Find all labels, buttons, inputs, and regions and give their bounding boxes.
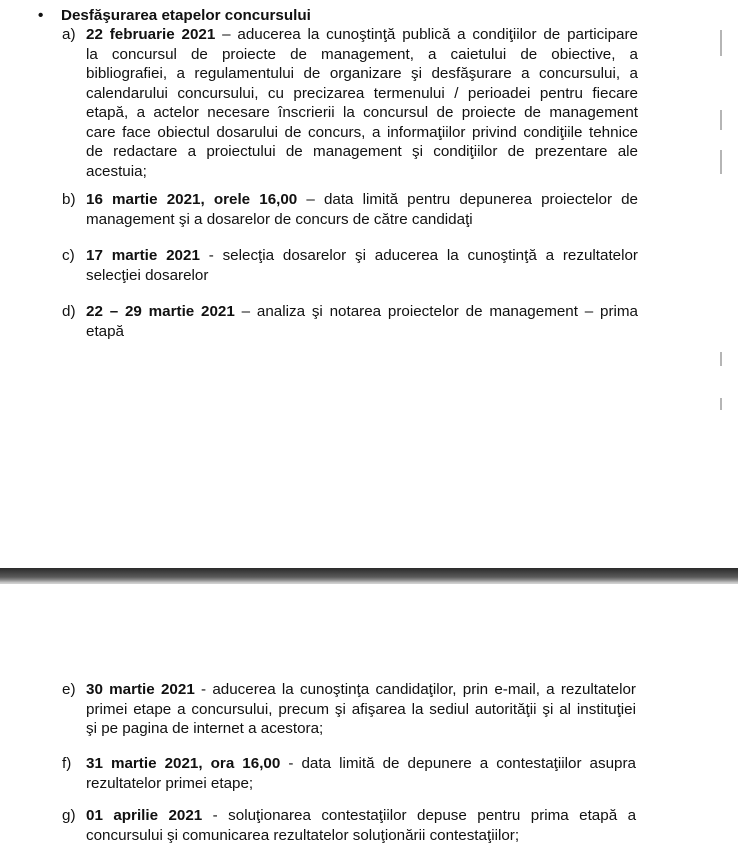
- item-date: 01 aprilie 2021: [86, 807, 203, 824]
- item-letter: b): [62, 191, 76, 208]
- section-heading: [38, 6, 311, 26]
- page-separator: [0, 568, 738, 584]
- margin-mark: [720, 150, 722, 174]
- item-text: 01 aprilie 2021 - soluţionarea contestaţiilor depuse pentru prima etapă a concursului şi comunicarea rezultatelor soluţionării contestaţiilor;: [86, 807, 637, 844]
- item-text: 22 – 29 martie 2021 – analiza şi notarea proiectelor de management – prima etapă: [86, 303, 638, 340]
- item-date: 22 februarie 2021: [86, 26, 216, 43]
- item-letter: d): [62, 303, 76, 320]
- item-text: 31 martie 2021, ora 16,00 - data limită de depunere a contestaţiilor asupra rezultatelor primei etape;: [86, 755, 636, 792]
- bullet-icon: •: [38, 7, 44, 24]
- item-letter: e): [62, 681, 76, 698]
- item-letter: a): [62, 26, 76, 43]
- item-text: 16 martie 2021, orele 16,00 – data limită pentru depunerea proiectelor de management şi a dosarelor de concurs de către candidaţi: [86, 191, 639, 228]
- item-date: 16 martie 2021, orele 16,00: [86, 191, 298, 208]
- item-date: 30 martie 2021: [86, 681, 195, 698]
- item-text: 17 martie 2021 - selecţia dosarelor şi aducerea la cunoştinţă a rezultatelor selecţiei dosarelor: [86, 247, 638, 284]
- item-date: 22 – 29 martie 2021: [86, 303, 235, 320]
- item-text: 30 martie 2021 - aducerea la cunoştinţa candidaţilor, prin e-mail, a rezultatelor primei etape a concursului, precum şi afişarea la sediul autorităţii şi al instituţiei şi pe pagina de internet a acestora;: [86, 681, 636, 737]
- margin-mark: [720, 110, 722, 130]
- margin-mark: [720, 352, 722, 366]
- item-letter: c): [62, 247, 75, 264]
- item-date: 31 martie 2021, ora 16,00: [86, 755, 281, 772]
- document-page-2: [0, 584, 738, 849]
- heading-text: Desfăşurarea etapelor concursului: [61, 7, 311, 24]
- margin-mark: [720, 398, 722, 410]
- item-letter: f): [62, 755, 72, 772]
- item-letter: g): [62, 807, 76, 824]
- margin-mark: [720, 30, 722, 56]
- item-date: 17 martie 2021: [86, 247, 200, 264]
- item-text: 22 februarie 2021 – aducerea la cunoştinţă publică a condiţiilor de participare la concursul de proiecte de management, a caietului de obiective, a bibliografiei, a regulamentului de organizare şi desfăşurare a concursului, a calendarului concursului, cu precizarea termenului / perioadei pentru fiecare etapă, a actelor necesare înscrierii la concursul de proiecte de management care face obiectul dosarului de concurs, a informaţiilor privind condiţiile tehnice de redactare a proiectului de management şi condiţiilor de prezentare ale acestuia;: [86, 26, 638, 180]
